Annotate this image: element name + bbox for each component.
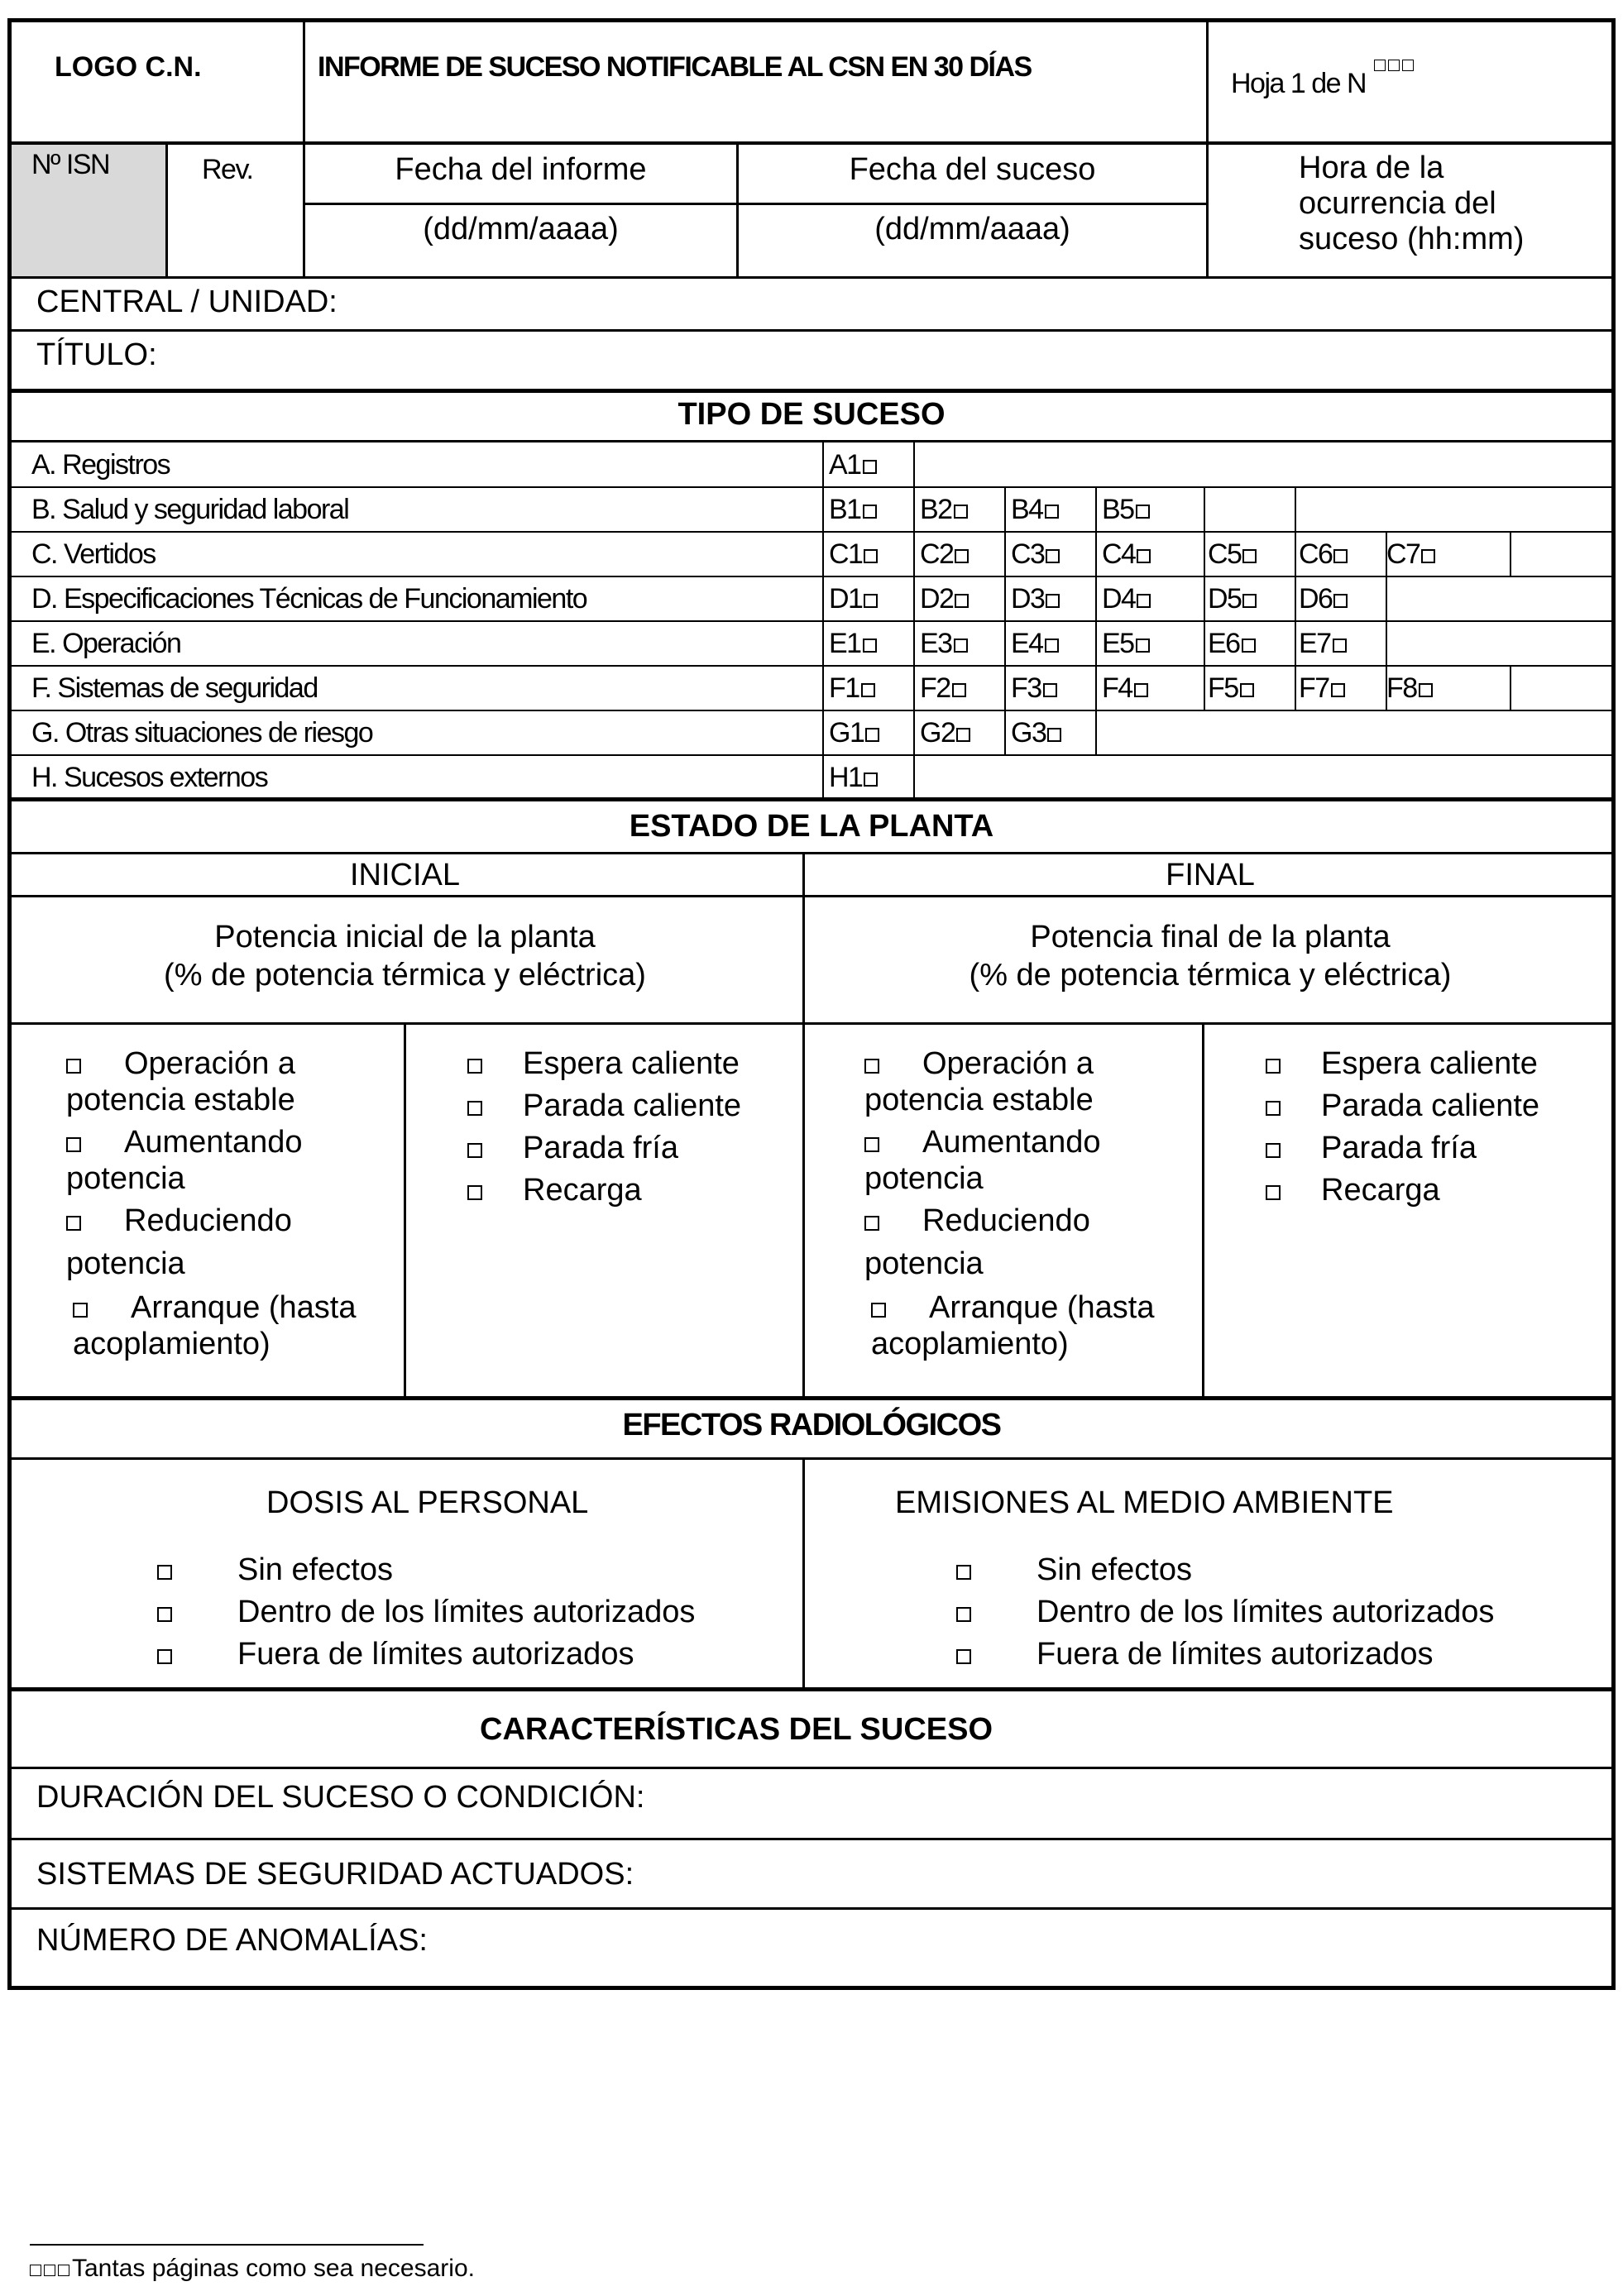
divider [1004, 666, 1006, 710]
event-code-checkbox[interactable] [1208, 672, 1254, 705]
event-code-checkbox[interactable] [829, 762, 878, 794]
checkbox-icon[interactable] [956, 1607, 971, 1622]
event-code-checkbox[interactable] [920, 494, 968, 526]
checkbox-icon[interactable] [1266, 1101, 1281, 1116]
event-code-checkbox[interactable] [1386, 538, 1435, 571]
event-type-label: B. Salud y seguridad laboral [31, 494, 349, 525]
event-code-checkbox[interactable] [920, 583, 969, 615]
event-code-label: C7 [1386, 538, 1420, 570]
radiological-option-label: Dentro de los límites autorizados [1037, 1595, 1495, 1629]
checkbox-icon[interactable] [956, 1565, 971, 1580]
divider [1295, 487, 1296, 532]
checkbox-icon [1242, 639, 1256, 653]
event-code-label: F1 [829, 672, 859, 704]
checkbox-icon [1045, 505, 1059, 519]
divider [822, 532, 824, 576]
divider [7, 141, 1616, 145]
event-code-label: E5 [1102, 628, 1134, 659]
plant-status-option-label: Recarga [523, 1173, 642, 1208]
checkbox-icon[interactable] [864, 1216, 879, 1231]
event-code-checkbox[interactable] [1011, 583, 1060, 615]
event-code-checkbox[interactable] [829, 717, 879, 749]
divider [1204, 621, 1205, 666]
event-code-checkbox[interactable] [1299, 672, 1345, 705]
event-code-label: G2 [920, 717, 955, 749]
event-code-checkbox[interactable] [829, 628, 877, 660]
divider [822, 576, 824, 621]
event-code-label: F3 [1011, 672, 1041, 704]
event-code-label: B1 [829, 494, 861, 525]
event-code-checkbox[interactable] [920, 717, 970, 749]
event-code-checkbox[interactable] [1102, 538, 1151, 571]
event-code-checkbox[interactable] [1102, 628, 1150, 660]
event-type-label: H. Sucesos externos [31, 762, 268, 793]
plant-status-option-label: potencia [66, 1161, 185, 1196]
event-code-label: C6 [1299, 538, 1333, 570]
divider [1204, 532, 1205, 576]
divider [1510, 532, 1511, 576]
checkbox-icon [863, 505, 877, 519]
checkbox-icon [1046, 549, 1060, 563]
event-code-checkbox[interactable] [1011, 628, 1059, 660]
sheet-number: Hoja 1 de N [1231, 68, 1416, 100]
plant-status-option-label: potencia [66, 1246, 185, 1281]
divider [1295, 576, 1296, 621]
divider [7, 440, 1616, 442]
divider [822, 755, 824, 800]
divider [1095, 532, 1097, 576]
divider [913, 666, 915, 710]
footnote-rule [30, 2244, 424, 2246]
checkbox-icon[interactable] [1266, 1185, 1281, 1200]
checkbox-icon[interactable] [864, 1137, 879, 1152]
checkbox-icon[interactable] [73, 1303, 88, 1318]
divider [1202, 1022, 1204, 1399]
event-type-label: F. Sistemas de seguridad [31, 672, 318, 704]
event-code-label: D3 [1011, 583, 1045, 615]
divider [913, 442, 915, 487]
divider [1295, 532, 1296, 576]
event-code-checkbox[interactable] [1102, 583, 1151, 615]
plant-status-option-label: Espera caliente [523, 1046, 740, 1081]
radiological-option-label: Sin efectos [237, 1552, 393, 1587]
plant-status-option-label: potencia [864, 1161, 984, 1196]
event-code-label: F5 [1208, 672, 1238, 704]
divider [1095, 576, 1097, 621]
divider [913, 532, 915, 576]
event-code-checkbox[interactable] [920, 628, 968, 660]
divider [1204, 487, 1205, 532]
divider [7, 276, 1616, 279]
divider [303, 18, 305, 143]
checkbox-icon [1045, 639, 1059, 653]
checkbox-icon [861, 683, 875, 697]
divider [913, 755, 915, 800]
checkbox-icon[interactable] [467, 1059, 482, 1074]
plant-status-option-label: Parada caliente [1321, 1088, 1540, 1123]
radiological-option-label: Fuera de límites autorizados [1037, 1637, 1434, 1672]
plant-status-option-label: Recarga [1321, 1173, 1440, 1208]
final-power-unit: (% de potencia térmica y eléctrica) [969, 958, 1452, 993]
plant-status-option-label: Operación a [124, 1046, 296, 1081]
safety-systems-label: SISTEMAS DE SEGURIDAD ACTUADOS: [36, 1857, 634, 1892]
radiological-option-label: Sin efectos [1037, 1552, 1192, 1587]
plant-status-option-label: potencia [864, 1246, 984, 1281]
checkbox-icon[interactable] [66, 1059, 81, 1074]
isn-label: Nº ISN [31, 149, 110, 180]
event-code-checkbox[interactable] [1011, 538, 1060, 571]
divider [1386, 576, 1387, 621]
event-code-checkbox[interactable] [1208, 628, 1256, 660]
checkbox-icon [1333, 639, 1347, 653]
event-code-checkbox[interactable] [829, 672, 875, 705]
checkbox-icon[interactable] [1266, 1143, 1281, 1158]
plant-status-option-label: Operación a [922, 1046, 1094, 1081]
event-code-checkbox[interactable] [1208, 583, 1257, 615]
event-code-checkbox[interactable] [1299, 538, 1348, 571]
footnote: Tantas páginas como sea necesario. [30, 2255, 475, 2284]
divider [802, 1457, 805, 1691]
event-type-label: G. Otras situaciones de riesgo [31, 717, 373, 749]
checkbox-icon[interactable] [467, 1143, 482, 1158]
checkbox-icon [1333, 549, 1348, 563]
divider [1204, 576, 1205, 621]
divider [7, 1907, 1616, 1910]
divider [913, 576, 915, 621]
event-code-label: D1 [829, 583, 863, 615]
divider [7, 895, 1616, 897]
checkbox-icon[interactable] [956, 1649, 971, 1664]
event-code-checkbox[interactable] [1011, 672, 1057, 705]
event-code-label: H1 [829, 762, 863, 793]
checkbox-icon [954, 505, 968, 519]
event-code-checkbox[interactable] [1102, 494, 1150, 526]
checkbox-icon[interactable] [871, 1303, 886, 1318]
personnel-dose-label: DOSIS AL PERSONAL [266, 1485, 589, 1520]
event-code-label: C2 [920, 538, 954, 570]
footnote-ref [1374, 46, 1416, 78]
checkbox-icon [1134, 683, 1148, 697]
checkbox-icon[interactable] [864, 1059, 879, 1074]
event-type-label: E. Operación [31, 628, 181, 659]
plant-status-option-label: Parada caliente [523, 1088, 742, 1123]
event-code-label: F4 [1102, 672, 1132, 704]
divider [822, 442, 824, 487]
divider [7, 754, 1616, 756]
checkbox-icon [865, 728, 879, 742]
initial-power-unit: (% de potencia térmica y eléctrica) [164, 958, 646, 993]
divider [822, 710, 824, 755]
divider [7, 486, 1616, 488]
checkbox-icon [1421, 549, 1435, 563]
checkbox-icon [863, 639, 877, 653]
event-code-label: D6 [1299, 583, 1333, 615]
event-code-label: B4 [1011, 494, 1043, 525]
event-code-label: E1 [829, 628, 861, 659]
divider [7, 1022, 1616, 1025]
divider [1004, 487, 1006, 532]
divider [1095, 487, 1097, 532]
event-date-label: Fecha del suceso [849, 152, 1096, 187]
checkbox-icon[interactable] [157, 1565, 172, 1580]
event-code-label: F2 [920, 672, 950, 704]
divider [303, 203, 1208, 205]
divider [1004, 576, 1006, 621]
checkbox-icon[interactable] [467, 1185, 482, 1200]
event-code-checkbox[interactable] [829, 538, 878, 571]
plant-status-option-label: potencia estable [66, 1083, 295, 1117]
event-type-heading: TIPO DE SUCESO [677, 397, 946, 432]
event-date-format: (dd/mm/aaaa) [874, 212, 1070, 246]
divider [7, 576, 1616, 577]
divider [1095, 666, 1097, 710]
checkbox-icon[interactable] [66, 1216, 81, 1231]
checkbox-icon [1419, 683, 1433, 697]
logo-placeholder: LOGO C.N. [55, 51, 202, 83]
checkbox-icon [956, 728, 970, 742]
checkbox-icon [864, 549, 878, 563]
plant-status-option-label: potencia estable [864, 1083, 1094, 1117]
event-code-label: A1 [829, 449, 861, 481]
checkbox-icon [1333, 594, 1348, 608]
divider [1510, 666, 1511, 710]
checkbox-icon [1331, 683, 1345, 697]
event-code-checkbox[interactable] [1299, 583, 1348, 615]
checkbox-icon [1046, 594, 1060, 608]
checkbox-icon [864, 773, 878, 787]
divider [1095, 710, 1097, 755]
plant-status-option-label: acoplamiento) [871, 1327, 1069, 1361]
divider [1095, 621, 1097, 666]
event-code-checkbox[interactable] [1011, 717, 1061, 749]
divider [1295, 666, 1296, 710]
anomalies-label: NÚMERO DE ANOMALÍAS: [36, 1923, 428, 1958]
initial-label: INICIAL [349, 858, 461, 892]
plant-status-option-label: acoplamiento) [73, 1327, 270, 1361]
plant-status-option-label: Aumentando [124, 1125, 303, 1160]
divider [7, 620, 1616, 622]
event-code-label: E7 [1299, 628, 1331, 659]
checkbox-icon [1137, 594, 1151, 608]
checkbox-icon [1242, 594, 1257, 608]
checkbox-icon [1137, 549, 1151, 563]
plant-status-option-label: Arranque (hasta [131, 1290, 357, 1325]
plant-status-option-label: Arranque (hasta [929, 1290, 1155, 1325]
divider [7, 1396, 1616, 1400]
plant-status-option-label: Aumentando [922, 1125, 1101, 1160]
event-code-label: C3 [1011, 538, 1045, 570]
plant-status-option-label: Parada fría [523, 1131, 678, 1165]
event-code-label: B2 [920, 494, 952, 525]
checkbox-icon [955, 549, 969, 563]
event-code-label: G3 [1011, 717, 1046, 749]
event-code-checkbox[interactable] [829, 449, 877, 481]
radiological-option-label: Fuera de límites autorizados [237, 1637, 634, 1672]
event-time-label: Hora de la [1299, 151, 1444, 185]
initial-power-label: Potencia inicial de la planta [214, 920, 596, 954]
event-code-checkbox[interactable] [1208, 538, 1257, 571]
checkbox-icon [952, 683, 966, 697]
divider [7, 329, 1616, 332]
divider [7, 1687, 1616, 1691]
divider [822, 487, 824, 532]
divider [7, 389, 1616, 393]
divider [913, 487, 915, 532]
event-type-label: A. Registros [31, 449, 170, 481]
event-code-label: C1 [829, 538, 863, 570]
event-code-checkbox[interactable] [920, 538, 969, 571]
divider [7, 1838, 1616, 1840]
divider [7, 665, 1616, 667]
event-code-label: F7 [1299, 672, 1329, 704]
event-code-label: E4 [1011, 628, 1043, 659]
final-label: FINAL [1166, 858, 1255, 892]
event-type-label: C. Vertidos [31, 538, 156, 570]
report-date-format: (dd/mm/aaaa) [423, 212, 619, 246]
plant-status-option-label: Reduciendo [922, 1203, 1090, 1238]
divider [913, 621, 915, 666]
checkbox-icon [1240, 683, 1254, 697]
checkbox-icon[interactable] [1266, 1059, 1281, 1074]
event-characteristics-heading: CARACTERÍSTICAS DEL SUCESO [480, 1712, 993, 1747]
title-label: TÍTULO: [36, 337, 157, 372]
divider [1206, 18, 1209, 279]
plant-status-heading: ESTADO DE LA PLANTA [629, 809, 994, 844]
radiological-option-label: Dentro de los límites autorizados [237, 1595, 696, 1629]
divider [1004, 710, 1006, 755]
event-code-label: D5 [1208, 583, 1242, 615]
event-code-checkbox[interactable] [920, 672, 966, 705]
plant-status-option-label: Parada fría [1321, 1131, 1477, 1165]
divider [404, 1022, 406, 1399]
checkbox-icon [1136, 639, 1150, 653]
divider [7, 852, 1616, 854]
divider [1386, 621, 1387, 666]
event-time-label: suceso (hh:mm) [1299, 222, 1525, 256]
event-code-checkbox[interactable] [1299, 628, 1347, 660]
checkbox-icon [1043, 683, 1057, 697]
checkbox-icon[interactable] [157, 1607, 172, 1622]
final-power-label: Potencia final de la planta [1030, 920, 1391, 954]
event-time-label: ocurrencia del [1299, 186, 1496, 221]
event-code-checkbox[interactable] [1386, 672, 1433, 705]
checkbox-icon[interactable] [157, 1649, 172, 1664]
checkbox-icon [1047, 728, 1061, 742]
event-code-label: B5 [1102, 494, 1134, 525]
divider [1295, 621, 1296, 666]
event-code-label: D4 [1102, 583, 1136, 615]
divider [7, 710, 1616, 711]
radiological-effects-heading: EFECTOS RADIOLÓGICOS [622, 1408, 1001, 1442]
rev-label: Rev. [202, 154, 253, 185]
checkbox-icon [1136, 505, 1150, 519]
divider [1004, 532, 1006, 576]
divider [822, 666, 824, 710]
event-code-label: D2 [920, 583, 954, 615]
central-unit-label: CENTRAL / UNIDAD: [36, 285, 338, 319]
checkbox-icon [863, 460, 877, 474]
divider [165, 145, 168, 279]
divider [7, 1457, 1616, 1460]
divider [822, 621, 824, 666]
environment-emissions-label: EMISIONES AL MEDIO AMBIENTE [895, 1485, 1394, 1520]
event-code-label: E3 [920, 628, 952, 659]
event-code-label: F8 [1386, 672, 1417, 704]
event-code-checkbox[interactable] [829, 583, 878, 615]
checkbox-icon [955, 594, 969, 608]
checkbox-icon[interactable] [467, 1101, 482, 1116]
checkbox-icon[interactable] [66, 1137, 81, 1152]
event-code-checkbox[interactable] [1011, 494, 1059, 526]
event-code-label: C5 [1208, 538, 1242, 570]
checkbox-icon [954, 639, 968, 653]
divider [1204, 666, 1205, 710]
form-title: INFORME DE SUCESO NOTIFICABLE AL CSN EN 30 DÍAS [318, 51, 1032, 83]
plant-status-option-label: Espera caliente [1321, 1046, 1538, 1081]
checkbox-icon [1242, 549, 1257, 563]
event-code-checkbox[interactable] [1102, 672, 1148, 705]
divider [913, 710, 915, 755]
divider [1004, 621, 1006, 666]
report-date-label: Fecha del informe [395, 152, 647, 187]
divider [7, 1767, 1616, 1769]
event-code-label: G1 [829, 717, 864, 749]
divider [7, 797, 1616, 801]
event-type-label: D. Especificaciones Técnicas de Funcionamiento [31, 583, 587, 615]
divider [7, 531, 1616, 533]
event-code-checkbox[interactable] [829, 494, 877, 526]
event-code-label: E6 [1208, 628, 1240, 659]
event-code-label: C4 [1102, 538, 1136, 570]
duration-label: DURACIÓN DEL SUCESO O CONDICIÓN: [36, 1780, 645, 1815]
checkbox-icon [864, 594, 878, 608]
plant-status-option-label: Reduciendo [124, 1203, 292, 1238]
